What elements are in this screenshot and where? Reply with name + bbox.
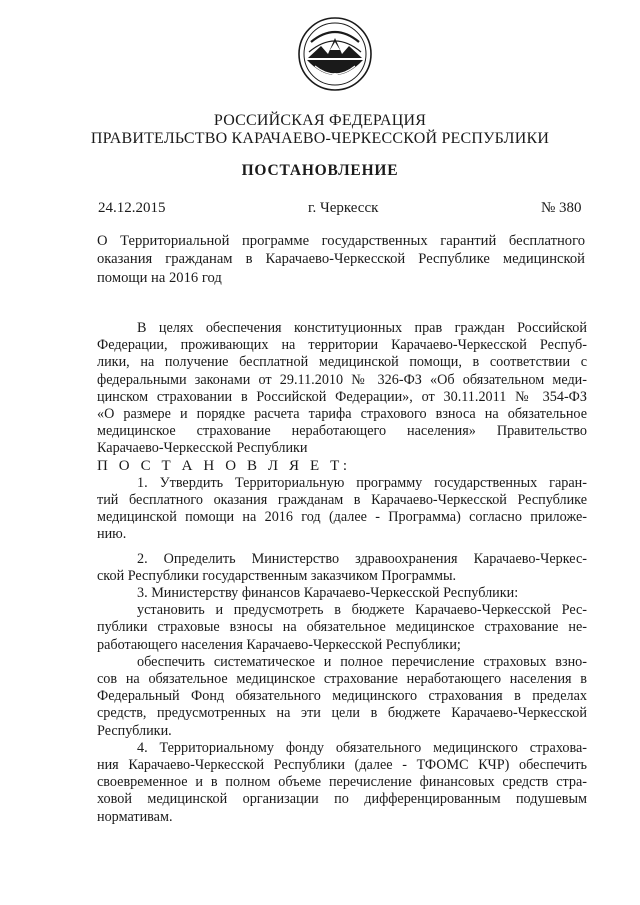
subject-line: О Территориальной программе государственных гарантий бесплатного (97, 233, 585, 249)
preamble-line: медицинское страхование неработающего населения» Правительство (97, 423, 587, 440)
item4-line: нормативам. (97, 808, 173, 825)
item1-line: медицинской помощи на 2016 год (далее - Программа) согласно приложе- (97, 509, 587, 526)
item4-line: своевременное и в полном объеме перечисление финансовых средств стра- (97, 774, 587, 791)
document-date: 24.12.2015 (98, 200, 166, 216)
preamble-line: Федерации, проживающих на территории Карачаево-Черкесской Респуб- (97, 337, 587, 354)
preamble-line: цинском страховании в Российской Федерации», от 30.11.2011 № 354-ФЗ (97, 388, 587, 405)
item1-line: нию. (97, 526, 127, 543)
item3b-line: Федеральный Фонд обязательного медицинского страхования в пределах (97, 688, 587, 705)
item4-line: 4. Территориальному фонду обязательного медицинского страхова- (137, 739, 587, 756)
preamble-line: «О размере и порядке расчета тарифа страхового взноса на обязательное (97, 406, 587, 423)
document-body (97, 320, 587, 826)
item3a-line: работающего населения Карачаево-Черкесской Республики; (97, 636, 461, 653)
item2-line: 2. Определить Министерство здравоохранения Карачаево-Черкес- (137, 550, 587, 567)
subject-line: помощи на 2016 год (97, 269, 222, 286)
item4-line: ния Карачаево-Черкесской Республики (далее - ТФОМС КЧР) обеспечить (97, 757, 587, 774)
header-country: РОССИЙСКАЯ ФЕДЕРАЦИЯ (213, 112, 427, 129)
item3b-line: сов на обязательное медицинское страхование неработающего населения в (97, 671, 587, 688)
document-city: г. Черкесск (308, 200, 379, 216)
decree-word: П О С Т А Н О В Л Я Е Т: (97, 457, 351, 474)
subject-line: оказания гражданам в Карачаево-Черкесской Республике медицинской (97, 251, 585, 268)
coat-of-arms-icon (297, 16, 373, 92)
document-number: № 380 (541, 200, 582, 216)
preamble-line: Карачаево-Черкесской Республики (97, 440, 308, 457)
item3a-line: публики страховые взносы на обязательное медицинское страхование не- (97, 619, 587, 636)
item3b-line: обеспечить систематическое и полное перечисление страховых взно- (137, 653, 587, 670)
header-government: ПРАВИТЕЛЬСТВО КАРАЧАЕВО-ЧЕРКЕССКОЙ РЕСПУБЛИКИ (90, 130, 550, 147)
item3a-line: установить и предусмотреть в бюджете Карачаево-Черкесской Рес- (137, 602, 587, 619)
preamble-line: В целях обеспечения конституционных прав граждан Российской (137, 320, 587, 336)
item4-line: ховой медицинской организации по дифференцированным подушевым (97, 791, 587, 808)
item3b-line: Республики. (97, 722, 172, 739)
preamble-line: лики, на получение бесплатной медицинской помощи, в соответствии с (97, 354, 587, 371)
item2-line: ской Республики государственным заказчиком Программы. (97, 567, 457, 584)
item3b-line: средств, предусмотренных на эти цели в бюджете Карачаево-Черкесской (97, 705, 587, 722)
item1-line: тий бесплатного оказания гражданам в Карачаево-Черкесской Республике (97, 492, 587, 509)
item3-line: 3. Министерству финансов Карачаево-Черкесской Республики: (137, 585, 519, 602)
document-type: ПОСТАНОВЛЕНИЕ (241, 162, 399, 179)
document-subject (97, 232, 585, 287)
item1-line: 1. Утвердить Территориальную программу государственных гаран- (137, 474, 587, 491)
preamble-line: федеральными законами от 29.11.2010 № 326-ФЗ «Об обязательном меди- (97, 371, 587, 388)
